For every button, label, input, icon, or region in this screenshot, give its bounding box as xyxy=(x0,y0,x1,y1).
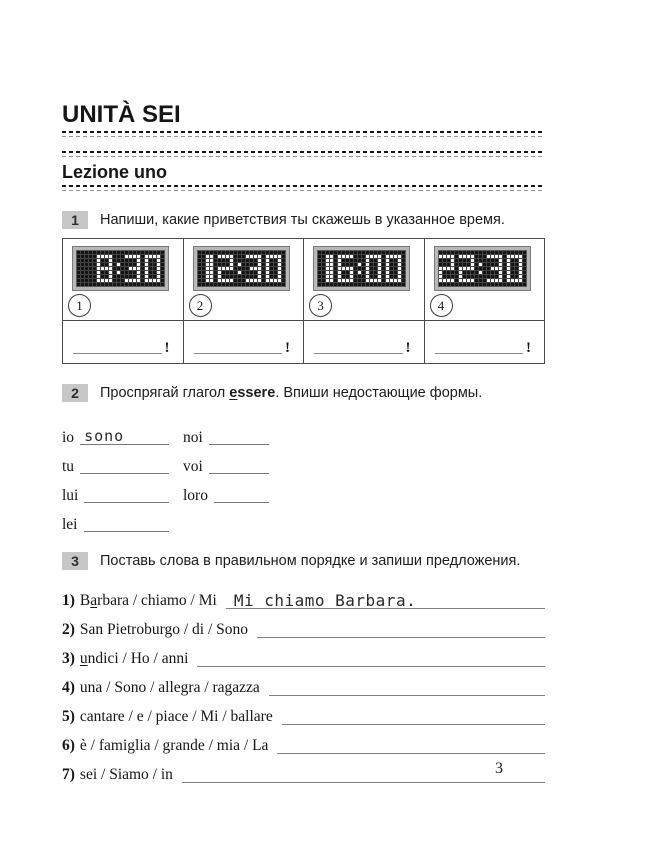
exercise3-header xyxy=(62,552,545,570)
clock-index-1: 1 xyxy=(68,294,91,317)
conjugation-grid xyxy=(62,416,545,532)
item-number: 7) xyxy=(62,765,75,783)
instruction-prefix: Проспрягай глагол xyxy=(100,385,230,401)
digital-clock-1 xyxy=(72,246,169,291)
answer-cell-2 xyxy=(183,321,304,364)
exercise2-instruction xyxy=(100,384,482,401)
blank-noi[interactable] xyxy=(209,428,269,445)
clock-row xyxy=(63,239,545,321)
exercise3-instruction: Поставь слова в правильном порядке и запиши предложения. xyxy=(100,553,521,569)
item-words: San Pietroburgo / di / Sono xyxy=(79,620,248,638)
sentence-blank-3[interactable] xyxy=(197,650,545,667)
item-row-7 xyxy=(62,754,545,783)
item-words: cantare / e / piace / Mi / ballare xyxy=(79,707,273,725)
divider-rule xyxy=(62,136,545,137)
blank-lei[interactable] xyxy=(84,515,170,532)
item-row-6 xyxy=(62,725,545,754)
sentence-blank-6[interactable] xyxy=(277,737,545,754)
sentence-blank-4[interactable] xyxy=(269,679,545,696)
item-words: è / famiglia / grande / mia / La xyxy=(79,736,269,754)
clock-index-3: 3 xyxy=(309,294,332,317)
page-number: 3 xyxy=(495,760,503,777)
exclamation-mark: ! xyxy=(164,340,170,356)
clock-index-4: 4 xyxy=(430,294,453,317)
sentence-blank-1[interactable] xyxy=(226,592,545,609)
item-number: 3) xyxy=(62,649,75,667)
blank-io[interactable] xyxy=(80,428,169,445)
item-number: 2) xyxy=(62,620,75,638)
clock-cell-2 xyxy=(183,239,304,321)
exercise3-items xyxy=(62,580,545,783)
exercise2-header xyxy=(62,384,545,402)
conjugation-right-column xyxy=(183,416,283,532)
item-number: 4) xyxy=(62,678,75,696)
exercise2-number-badge: 2 xyxy=(62,384,88,402)
sentence-blank-2[interactable] xyxy=(257,621,545,638)
greeting-blank-3[interactable] xyxy=(314,339,403,354)
divider-rule xyxy=(62,190,545,191)
item-number: 6) xyxy=(62,736,75,754)
clock-cell-4 xyxy=(424,239,545,321)
exclamation-mark: ! xyxy=(526,340,531,356)
digital-clock-3 xyxy=(313,246,410,291)
item-number: 1) xyxy=(62,591,75,609)
lesson-title: Lezione uno xyxy=(62,162,167,182)
clock-table xyxy=(62,238,545,364)
conjugation-row-loro xyxy=(183,474,283,503)
verb-essere: essere xyxy=(229,385,276,401)
sentence-blank-7[interactable] xyxy=(182,766,545,783)
conjugation-row-tu xyxy=(62,445,183,474)
item-words: sei / Siamo / in xyxy=(79,765,173,783)
unit-title: UNITÀ SEI xyxy=(62,101,181,128)
answer-row xyxy=(63,321,545,364)
item-row-2 xyxy=(62,609,545,638)
answer-cell-4 xyxy=(424,321,545,364)
exercise1-instruction: Напиши, какие приветствия ты скажешь в указанное время. xyxy=(100,212,505,228)
conjugation-row-noi xyxy=(183,416,283,445)
greeting-blank-2[interactable] xyxy=(194,339,283,354)
conjugation-left-column xyxy=(62,416,183,532)
greeting-blank-1[interactable] xyxy=(73,339,162,354)
divider-rule xyxy=(62,156,545,157)
greeting-blank-4[interactable] xyxy=(435,339,524,354)
blank-tu[interactable] xyxy=(80,457,169,474)
blank-lui[interactable] xyxy=(84,486,169,503)
handwritten-answer-1: Mi chiamo Barbara. xyxy=(233,591,417,610)
divider-rule xyxy=(62,185,545,187)
item-row-1 xyxy=(62,580,545,609)
clock-cell-1 xyxy=(63,239,184,321)
clock-cell-3 xyxy=(304,239,425,321)
divider-rule xyxy=(62,131,545,133)
handwritten-answer-io: sono xyxy=(84,427,125,445)
pronoun-io: io xyxy=(62,428,75,446)
blank-loro[interactable] xyxy=(214,486,269,503)
clock-index-2: 2 xyxy=(189,294,212,317)
answer-cell-1 xyxy=(63,321,184,364)
pronoun-lei: lei xyxy=(62,515,78,533)
conjugation-row-lui xyxy=(62,474,183,503)
exclamation-mark: ! xyxy=(285,340,290,356)
item-words: undici / Ho / anni xyxy=(79,649,189,667)
exercise3-number-badge: 3 xyxy=(62,552,88,570)
item-words: Barbara / chiamo / Mi xyxy=(79,591,217,609)
pronoun-tu: tu xyxy=(62,457,75,475)
item-row-4 xyxy=(62,667,545,696)
pronoun-lui: lui xyxy=(62,486,79,504)
divider-rule xyxy=(62,151,545,153)
digital-clock-2 xyxy=(193,246,290,291)
blank-voi[interactable] xyxy=(209,457,269,474)
exclamation-mark: ! xyxy=(405,340,411,356)
exercise1-header xyxy=(62,211,545,229)
sentence-blank-5[interactable] xyxy=(282,708,545,725)
item-row-5 xyxy=(62,696,545,725)
lesson-heading-block xyxy=(62,151,545,191)
pronoun-voi: voi xyxy=(183,457,203,475)
page-header xyxy=(62,103,545,191)
conjugation-row-lei xyxy=(62,503,183,532)
pronoun-noi: noi xyxy=(183,428,203,446)
item-words: una / Sono / allegra / ragazza xyxy=(79,678,260,696)
item-row-3 xyxy=(62,638,545,667)
item-number: 5) xyxy=(62,707,75,725)
conjugation-row-voi xyxy=(183,445,283,474)
instruction-suffix: . Впиши недостающие формы. xyxy=(275,385,483,401)
conjugation-row-io xyxy=(62,416,183,445)
exercise1-number-badge: 1 xyxy=(62,211,88,229)
answer-cell-3 xyxy=(304,321,425,364)
pronoun-loro: loro xyxy=(183,486,208,504)
digital-clock-4 xyxy=(434,246,531,291)
